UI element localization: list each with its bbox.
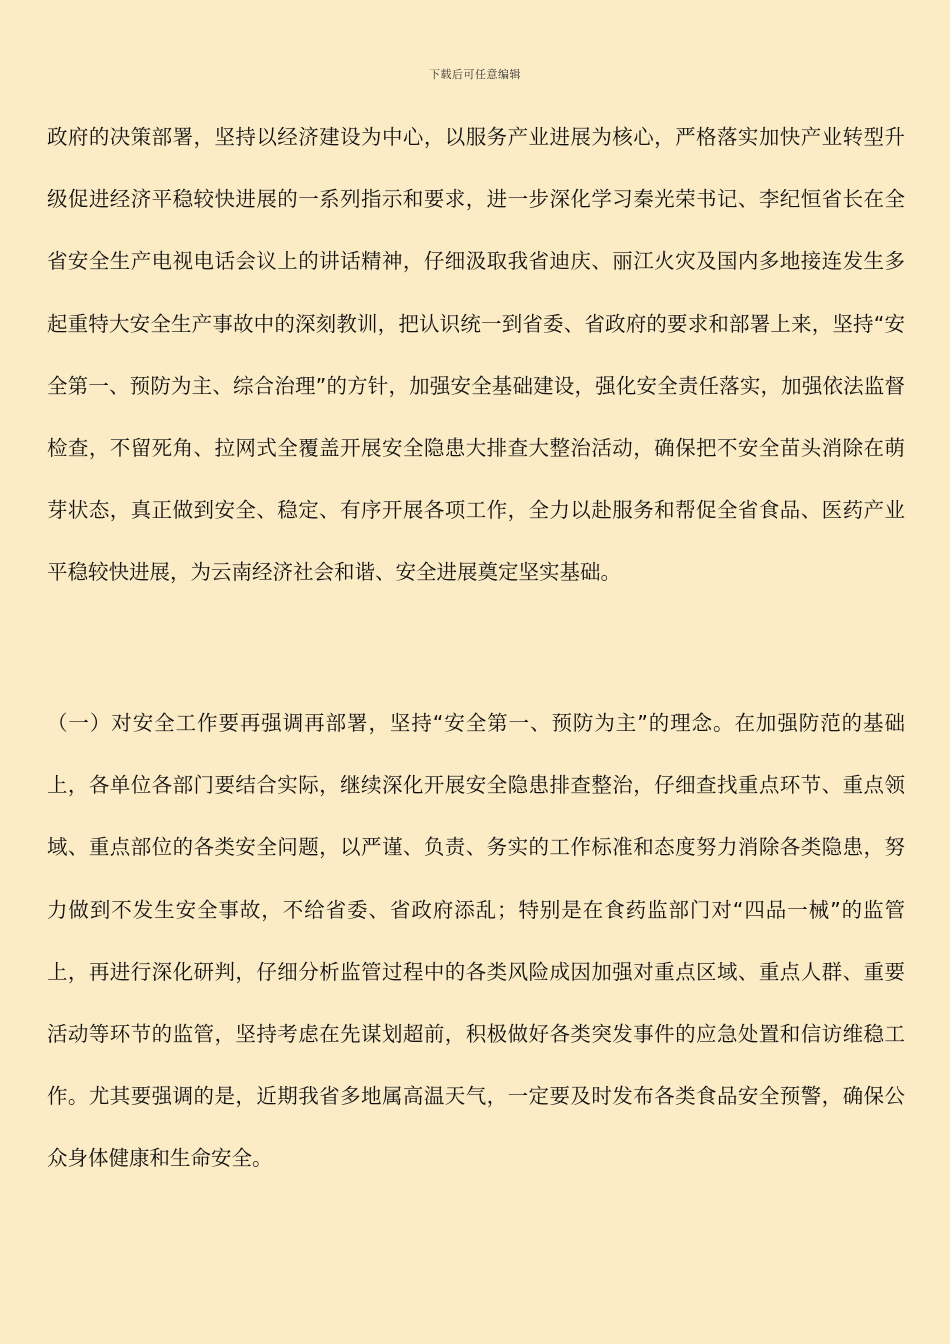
header-note: 下载后可任意编辑 [429, 68, 521, 81]
body-paragraph-2: （一）对安全工作要再强调再部署，坚持“安全第一、预防为主”的理念。在加强防范的基础上，各单位各部门要结合实际，继续深化开展安全隐患排查整治，仔细查找重点环节、重点领域、重点部位的各类安全问题，以严谨、负责、务实的工作标准和态度努力消除各类隐患，努力做到不发生安全事故，不给省委、省政府添乱；特别是在食药监部门对“四品一械”的监管上，再进行深化研判，仔细分析监管过程中的各类风险成因加强对重点区域、重点人群、重要活动等环节的监管，坚持考虑在先谋划超前，积极做好各类突发事件的应急处置和信访维稳工作。尤其要强调的是，近期我省多地属高温天气，一定要及时发布各类食品安全预警，确保公众身体健康和生命安全。 [47, 711, 905, 1171]
body-paragraph-1: 政府的决策部署，坚持以经济建设为中心，以服务产业进展为核心，严格落实加快产业转型升级促进经济平稳较快进展的一系列指示和要求，进一步深化学习秦光荣书记、李纪恒省长在全省安全生产电视电话会议上的讲话精神，仔细汲取我省迪庆、丽江火灾及国内多地接连发生多起重特大安全生产事故中的深刻教训，把认识统一到省委、省政府的要求和部署上来，坚持“安全第一、预防为主、综合治理”的方针，加强安全基础建设，强化安全责任落实，加强依法监督检查，不留死角、拉网式全覆盖开展安全隐患大排查大整治活动，确保把不安全苗头消除在萌芽状态，真正做到安全、稳定、有序开展各项工作，全力以赴服务和帮促全省食品、医药产业平稳较快进展，为云南经济社会和谐、安全进展奠定坚实基础。 [47, 125, 905, 585]
